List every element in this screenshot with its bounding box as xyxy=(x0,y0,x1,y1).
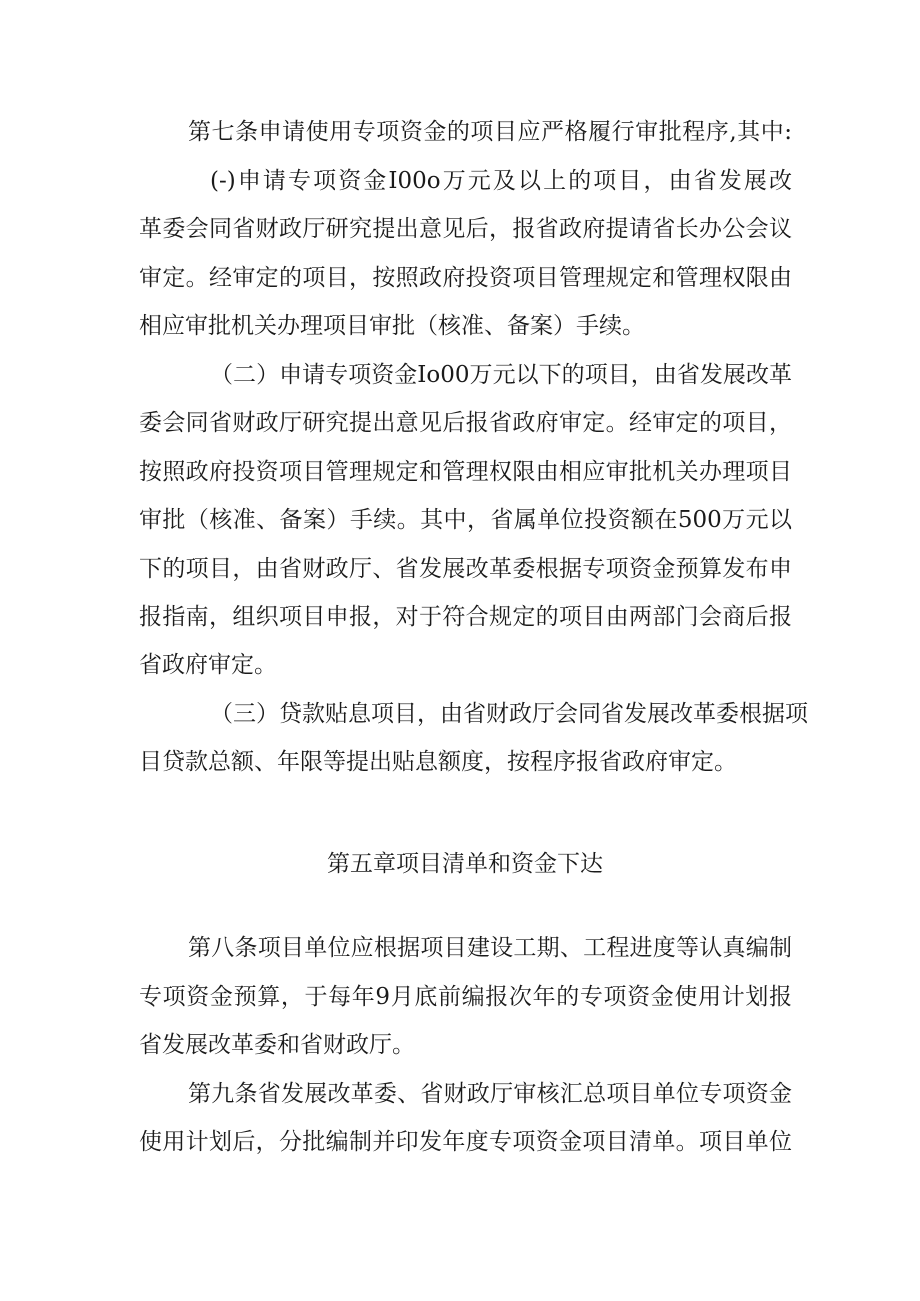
article-7-line-2: (-)申请专项资金I00o万元及以上的项目，由省发展改 xyxy=(210,168,792,194)
article-7-line-7: 委会同省财政厅研究提出意见后报省政府审定。经审定的项目， xyxy=(139,410,792,436)
article-7-line-4: 审定。经审定的项目，按照政府投资项目管理规定和管理权限由 xyxy=(139,265,792,291)
chapter-5-heading: 第五章项目清单和资金下达 xyxy=(327,851,603,877)
article-7-line-10: 下的项目，由省财政厅、省发展改革委根据专项资金预算发布申 xyxy=(139,556,792,582)
article-7-line-5: 相应审批机关办理项目审批（核准、备案）手续。 xyxy=(139,313,645,339)
article-7-line-1: 第七条申请使用专项资金的项目应严格履行审批程序,其中: xyxy=(188,119,792,145)
article-9-line-2: 使用计划后，分批编制并印发年度专项资金项目清单。项目单位 xyxy=(139,1129,792,1155)
article-7-line-3: 革委会同省财政厅研究提出意见后，报省政府提请省长办公会议 xyxy=(139,216,792,242)
article-8-line-3: 省发展改革委和省财政厅。 xyxy=(139,1032,415,1058)
article-7-line-13: （三）贷款贴息项目，由省财政厅会同省发展改革委根据项 xyxy=(210,701,808,727)
article-7-line-9: 审批（核准、备案）手续。其中，省属单位投资额在500万元以 xyxy=(139,507,792,533)
article-8-line-2: 专项资金预算，于每年9月底前编报次年的专项资金使用计划报 xyxy=(139,984,792,1010)
article-7-line-8: 按照政府投资项目管理规定和管理权限由相应审批机关办理项目 xyxy=(139,459,792,485)
article-7-line-12: 省政府审定。 xyxy=(139,652,277,678)
article-7-line-6: （二）申请专项资金Io00万元以下的项目，由省发展改革 xyxy=(210,362,792,388)
article-9-line-1: 第九条省发展改革委、省财政厅审核汇总项目单位专项资金 xyxy=(188,1081,792,1107)
article-7-line-14: 目贷款总额、年限等提出贴息额度，按程序报省政府审定。 xyxy=(139,749,737,775)
article-8-line-1: 第八条项目单位应根据项目建设工期、工程进度等认真编制 xyxy=(188,935,792,961)
article-7-line-11: 报指南，组织项目申报，对于符合规定的项目由两部门会商后报 xyxy=(139,604,792,630)
